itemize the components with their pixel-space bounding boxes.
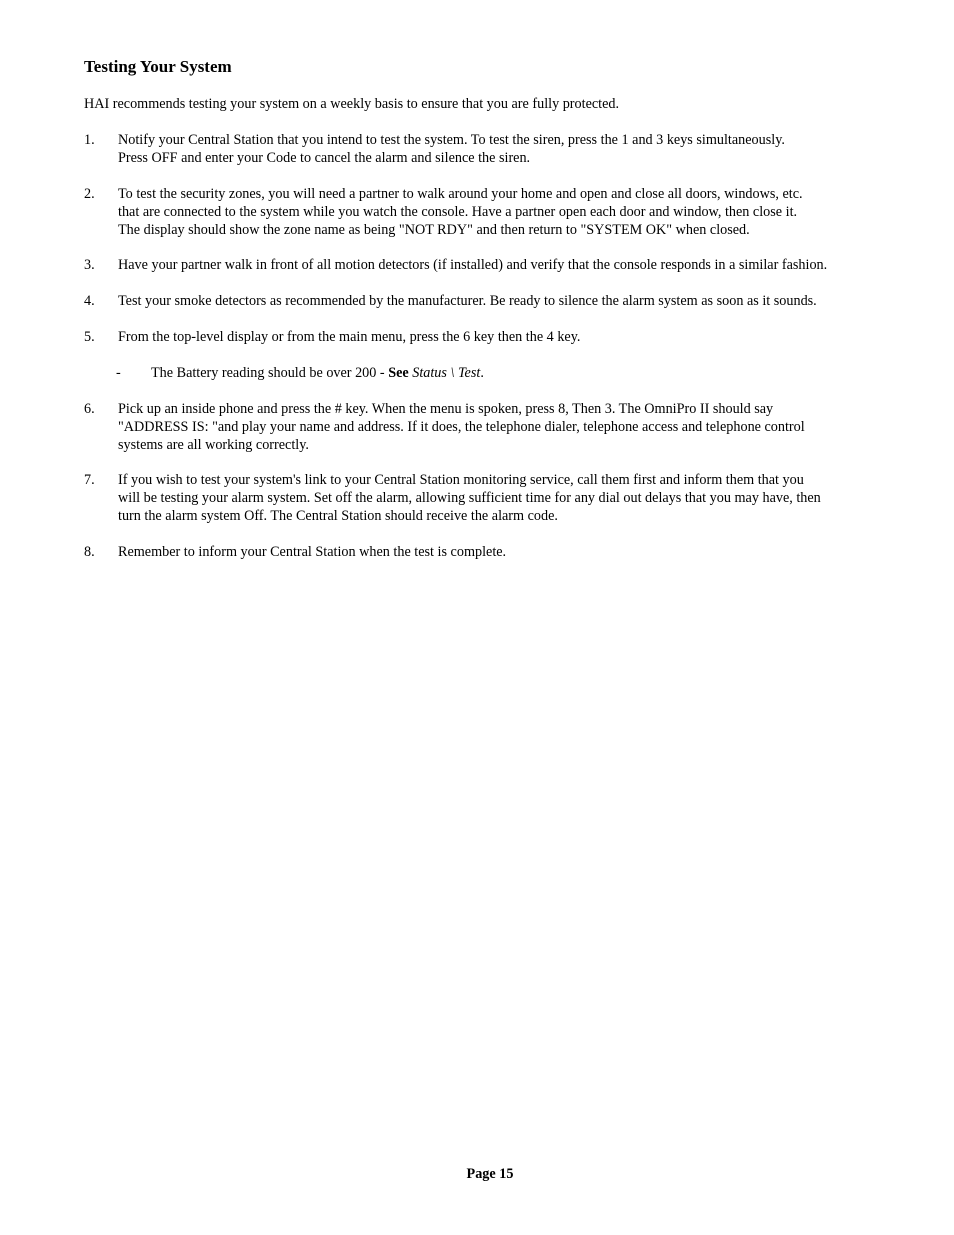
text-line: Have your partner walk in front of all motion detectors (if installed) and verify that the console responds in a similar fashion. bbox=[118, 257, 828, 273]
sub-item-period: . bbox=[480, 365, 484, 381]
text-line: Test your smoke detectors as recommended by the manufacturer. Be ready to silence the alarm system as soon as it sounds. bbox=[118, 293, 817, 309]
sub-item-text bbox=[151, 364, 484, 382]
list-item-text bbox=[118, 328, 908, 346]
cross-reference: Status \ Test bbox=[412, 365, 481, 381]
list-item-number: 2. bbox=[84, 186, 95, 202]
sub-item-text-before: The Battery reading should be over 200 - bbox=[151, 365, 389, 381]
list-item-number: 4. bbox=[84, 293, 95, 309]
list-item-text bbox=[118, 471, 908, 525]
list-item-text bbox=[118, 400, 908, 454]
text-line: The display should show the zone name as being "NOT RDY" and then return to "SYSTEM OK" when closed. bbox=[118, 222, 750, 238]
section-heading: Testing Your System bbox=[84, 57, 232, 76]
text-line: will be testing your alarm system. Set off the alarm, allowing sufficient time for any dial out delays that you may have, then bbox=[118, 490, 821, 506]
text-line: "ADDRESS IS: "and play your name and address. If it does, the telephone dialer, telephone access and telephone control bbox=[118, 419, 805, 435]
list-item-number: 1. bbox=[84, 132, 95, 148]
page-number: Page 15 bbox=[466, 1166, 514, 1182]
see-label: See bbox=[388, 365, 409, 381]
intro-paragraph: HAI recommends testing your system on a weekly basis to ensure that you are fully protected. bbox=[84, 96, 620, 112]
text-line: that are connected to the system while you watch the console. Have a partner open each door and window, then close it. bbox=[118, 204, 798, 220]
text-line: Notify your Central Station that you intend to test the system. To test the siren, press the 1 and 3 keys simultaneously. bbox=[118, 132, 785, 148]
sub-item-dash: - bbox=[116, 365, 121, 381]
list-item-number: 7. bbox=[84, 472, 95, 488]
list-item-text bbox=[118, 185, 908, 239]
list-item-text bbox=[118, 543, 908, 561]
text-line: systems are all working correctly. bbox=[118, 437, 309, 453]
text-line: turn the alarm system Off. The Central Station should receive the alarm code. bbox=[118, 508, 558, 524]
list-item-text bbox=[118, 131, 908, 167]
list-item-number: 3. bbox=[84, 257, 95, 273]
list-item-number: 6. bbox=[84, 401, 95, 417]
list-item-text bbox=[118, 256, 908, 274]
list-item-number: 5. bbox=[84, 329, 95, 345]
text-line: From the top-level display or from the main menu, press the 6 key then the 4 key. bbox=[118, 329, 581, 345]
text-line: Remember to inform your Central Station when the test is complete. bbox=[118, 544, 507, 560]
list-item-text bbox=[118, 292, 908, 310]
list-item-number: 8. bbox=[84, 544, 95, 560]
text-line: If you wish to test your system's link to your Central Station monitoring service, call them first and inform them that you bbox=[118, 472, 804, 488]
text-line: Press OFF and enter your Code to cancel the alarm and silence the siren. bbox=[118, 150, 531, 166]
text-line: To test the security zones, you will need a partner to walk around your home and open and close all doors, windows, etc. bbox=[118, 186, 803, 202]
text-line: Pick up an inside phone and press the # key. When the menu is spoken, press 8, Then 3. The OmniPro II should say bbox=[118, 401, 774, 417]
